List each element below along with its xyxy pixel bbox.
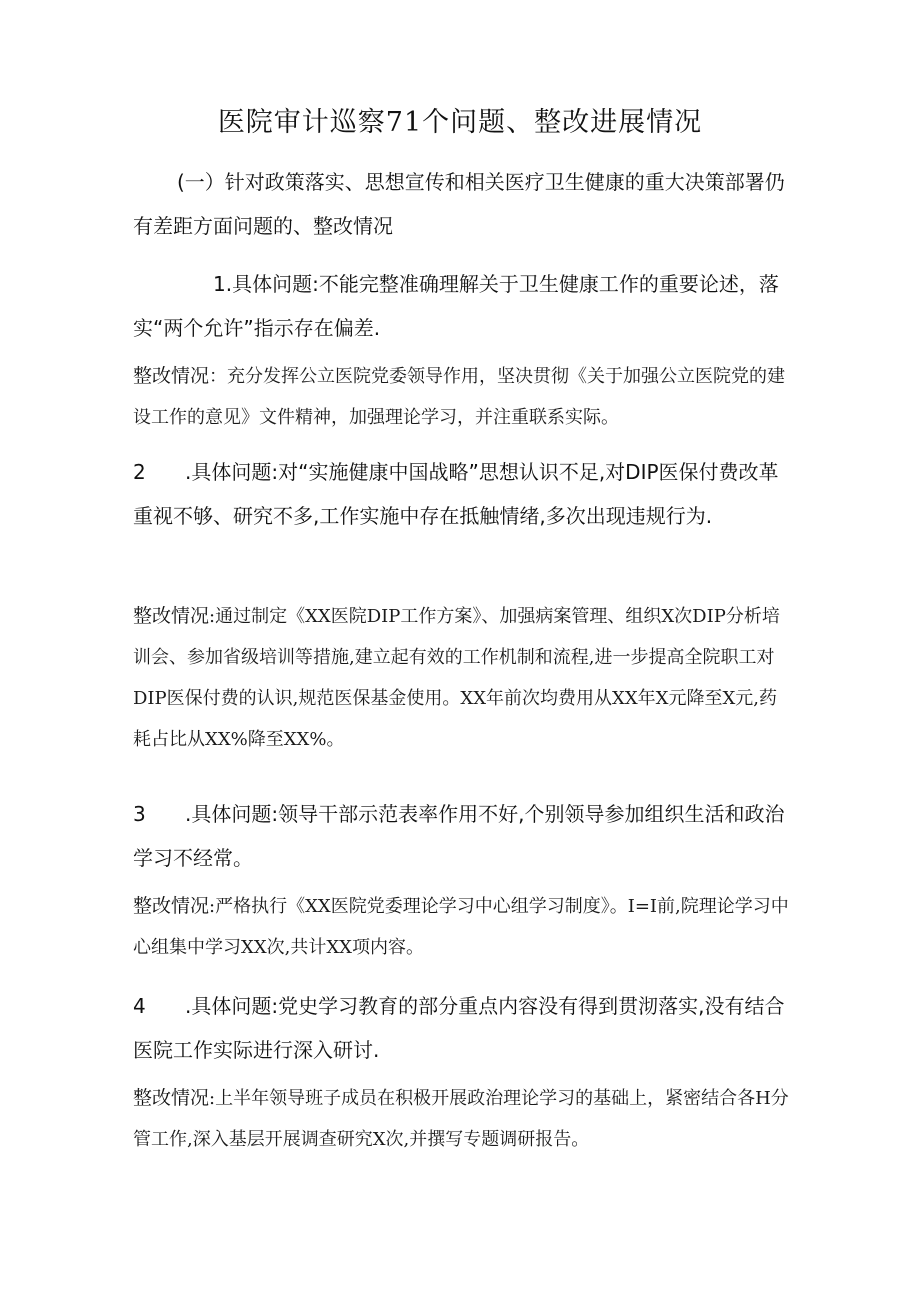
item-1-problem (133, 262, 793, 350)
item-4-number: 4 (133, 994, 146, 1018)
rectification-label: 整改情况 (133, 1087, 210, 1109)
rectification-label: 整改情况 (133, 605, 210, 627)
item-2-number: 2 (133, 460, 146, 484)
section-heading: (一）针对政策落实、思想宣传和相关医疗卫生健康的重大决策部署仍有差距方面问题的、整改情况 (133, 170, 785, 238)
item-3-problem-text: .具体问题:领导干部示范表率作用不好,个别领导参加组织生活和政治学习不经常。 (133, 802, 785, 870)
item-1-number: 1 (213, 272, 226, 296)
item-3-problem (133, 792, 793, 880)
item-1-rectification (133, 356, 793, 438)
item-2-rectification-text: :通过制定《XX医院DIP工作方案》、加强病案管理、组织X次DIP分析培训会、参加省级培训等措施,建立起有效的工作机制和流程,进一步提高全院职工对DIP医保付费的认识,规范医保基金使用。XX年前次均费用从XX年X元降至X元,药耗占比从XX%降至XX%。 (133, 606, 780, 750)
document-title: 医院审计巡察71个问题、整改进展情况 (217, 107, 703, 138)
item-3-rectification-text: :严格执行《XX医院党委理论学习中心组学习制度》。I=I前,院理论学习中心组集中学习XX次,共计XX项内容。 (133, 896, 789, 958)
item-4-rectification (133, 1078, 793, 1160)
rectification-label: 整改情况 (133, 365, 210, 387)
item-4-problem-text: .具体问题:党史学习教育的部分重点内容没有得到贯沏落实,没有结合医院工作实际进行深入研讨. (133, 994, 785, 1062)
item-3-number: 3 (133, 802, 146, 826)
item-4-problem (133, 984, 793, 1072)
item-1-problem-text: .具体问题:不能完整准确理解关于卫生健康工作的重要论述，落实“两个允许”指示存在偏差. (133, 272, 779, 340)
item-3-rectification (133, 886, 793, 968)
item-2-rectification (133, 596, 793, 760)
item-4-rectification-text: :上半年领导班子成员在积极开展政治理论学习的基础上，紧密结合各H分管工作,深入基层开展调查研究X次,并撰写专题调研报告。 (133, 1088, 789, 1150)
item-1-rectification-text: ：充分发挥公立医院党委领导作用，坚决贯彻《关于加强公立医院党的建设工作的意见》文件精神，加强理论学习，并注重联系实际。 (133, 366, 786, 428)
item-2-problem (133, 450, 793, 538)
rectification-label: 整改情况 (133, 895, 210, 917)
item-2-problem-text: .具体问题:对“实施健康中国战略”思想认识不足,对DIP医保付费改革重视不够、研究不多,工作实施中存在抵触情绪,多次出现违规行为. (133, 460, 779, 528)
